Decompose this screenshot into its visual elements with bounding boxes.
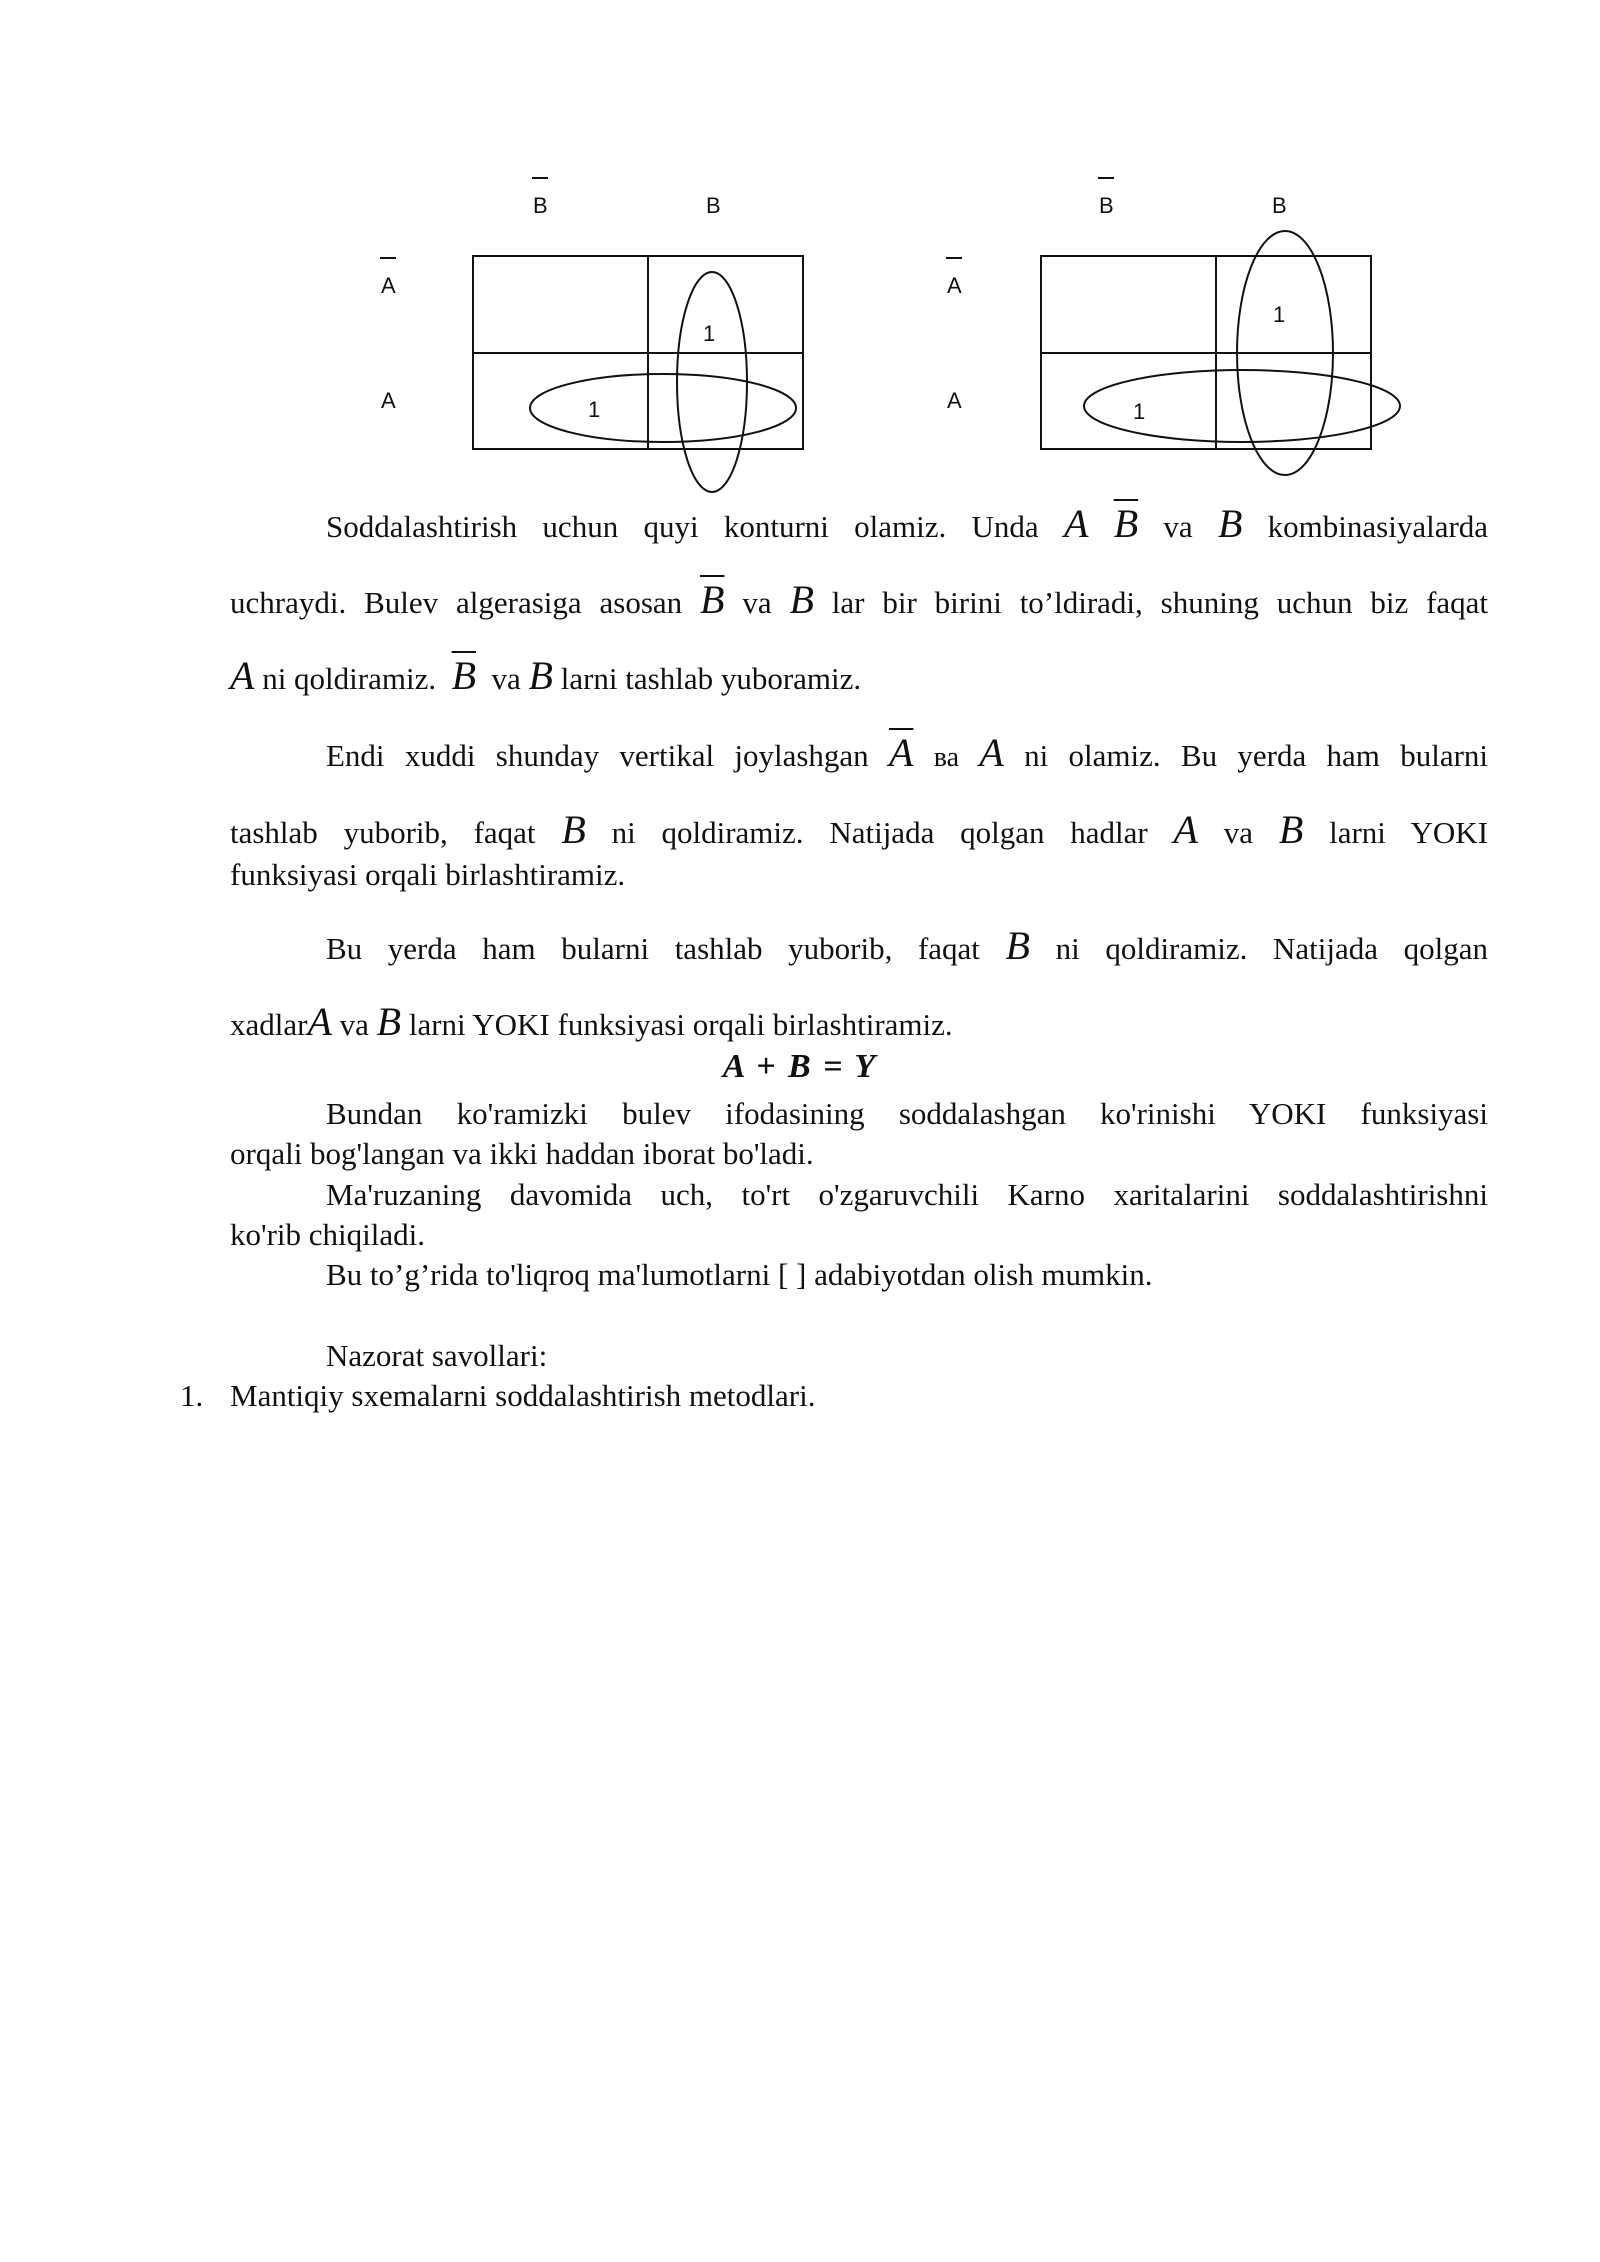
horizontal-group-loop (530, 374, 796, 442)
vertical-group-loop (677, 272, 747, 492)
text-run: Soddalashtirish uchun quyi konturni olamiz. Unda (326, 509, 1039, 544)
paragraph-2-line-3 (230, 857, 1488, 893)
text-run: larni tashlab yuboramiz. (560, 661, 862, 696)
karnaugh-map-1 (360, 160, 920, 500)
paragraph-1-line-3 (230, 652, 1488, 699)
text-run: uchraydi. Bulev algerasiga asosan (230, 585, 683, 620)
math-b: B (789, 577, 814, 622)
text-run: va (339, 1007, 369, 1042)
text-run: ni qoldiramiz. Natijada qolgan (1055, 931, 1488, 966)
text-run: kombinasiyalarda (1267, 509, 1489, 544)
text-run: larni YOKI funksiyasi orqali birlashtiramiz. (408, 1007, 953, 1042)
paragraph-5-line-1 (230, 1177, 1488, 1213)
cell-value-top-right: 1 (1273, 302, 1286, 327)
text-run: ko'rib chiqiladi. (230, 1217, 425, 1252)
formula: A + B = Y (722, 1048, 878, 1085)
text-run: Endi xuddi shunday vertikal joylashgan (326, 738, 869, 773)
math-a: A (979, 730, 1004, 775)
paragraph-2-line-1 (230, 729, 1488, 776)
text-run: funksiyasi orqali birlashtiramiz. (230, 857, 626, 892)
math-b: B (1278, 807, 1304, 852)
text-run: Bu to’g’rida to'liqroq ma'lumotlarni [ ] adabiyotdan olish mumkin. (326, 1257, 1153, 1292)
col-label-b-bar: B (1099, 193, 1114, 218)
text-run: lar bir birini to’ldiradi, shuning uchun biz faqat (831, 585, 1489, 620)
col-label-b-bar: B (533, 193, 548, 218)
paragraph-1-line-2 (230, 576, 1488, 623)
math-b: B (561, 807, 586, 852)
row-label-a: A (947, 388, 962, 413)
paragraph-4-line-2 (230, 1136, 1488, 1172)
questions-title (230, 1338, 1488, 1374)
math-b-bar: $\overline{B}$ (700, 577, 725, 622)
math-a: A (1173, 807, 1198, 852)
text-run: Bundan ko'ramizki bulev ifodasining soddalashgan ko'rinishi YOKI funksiyasi (326, 1096, 1488, 1131)
math-b-bar: $\overline{B}$ (1113, 501, 1139, 546)
col-label-b: B (706, 193, 721, 218)
math-b: B (1217, 501, 1243, 546)
text-run: ni qoldiramiz. Natijada qolgan hadlar (611, 815, 1148, 850)
text-run: ni olamiz. Bu yerda ham bularni (1024, 738, 1489, 773)
question-1 (230, 1378, 1488, 1414)
karnaugh-map-2-svg (926, 160, 1486, 500)
text-run: ва (933, 742, 960, 773)
text-run: Mantiqiy sxemalarni soddalashtirish metodlari. (230, 1378, 816, 1413)
text-run: tashlab yuborib, faqat (230, 815, 536, 850)
paragraph-3-line-2 (230, 998, 1488, 1045)
text-run: va (491, 661, 521, 696)
text-run: ni qoldiramiz. (262, 661, 437, 696)
question-1-number: 1. (180, 1378, 204, 1413)
text-run: va (742, 585, 772, 620)
karnaugh-map-1-svg (360, 160, 920, 500)
math-a: A (307, 999, 332, 1044)
math-b-bar: $\overline{B}$ (451, 653, 477, 698)
paragraph-1-line-1 (230, 500, 1488, 547)
math-b: B (376, 999, 402, 1044)
text-run: va (1163, 509, 1193, 544)
math-b: B (1005, 923, 1030, 968)
text-run: Bu yerda ham bularni tashlab yuborib, faqat (326, 931, 980, 966)
row-label-a: A (381, 388, 396, 413)
paragraph-6 (230, 1257, 1488, 1293)
math-b: B (528, 653, 553, 698)
paragraph-5-line-2 (230, 1217, 1488, 1253)
cell-value-bottom-left: 1 (1133, 399, 1146, 424)
cell-value-bottom-left: 1 (588, 397, 601, 422)
math-a-bar: $\overline{A}$ (889, 730, 914, 775)
cell-value-top-right: 1 (703, 321, 716, 346)
math-a: A (230, 653, 255, 698)
text-run: larni YOKI (1329, 815, 1489, 850)
text-run: va (1223, 815, 1254, 850)
paragraph-2-line-2 (230, 806, 1488, 853)
row-label-a-bar: A (947, 273, 962, 298)
text-run: Nazorat savollari: (326, 1338, 548, 1373)
text-run: xadlar (230, 1007, 308, 1042)
karnaugh-map-2 (926, 160, 1486, 500)
row-label-a-bar: A (381, 273, 396, 298)
paragraph-3-line-1 (230, 922, 1488, 969)
col-label-b: B (1272, 193, 1287, 218)
text-run: Ma'ruzaning davomida uch, to'rt o'zgaruvchili Karno xaritalarini soddalashtirishni (326, 1177, 1488, 1212)
paragraph-4-line-1 (230, 1096, 1488, 1132)
math-a: A (1063, 501, 1089, 546)
text-run: orqali bog'langan va ikki haddan iborat bo'ladi. (230, 1136, 814, 1171)
